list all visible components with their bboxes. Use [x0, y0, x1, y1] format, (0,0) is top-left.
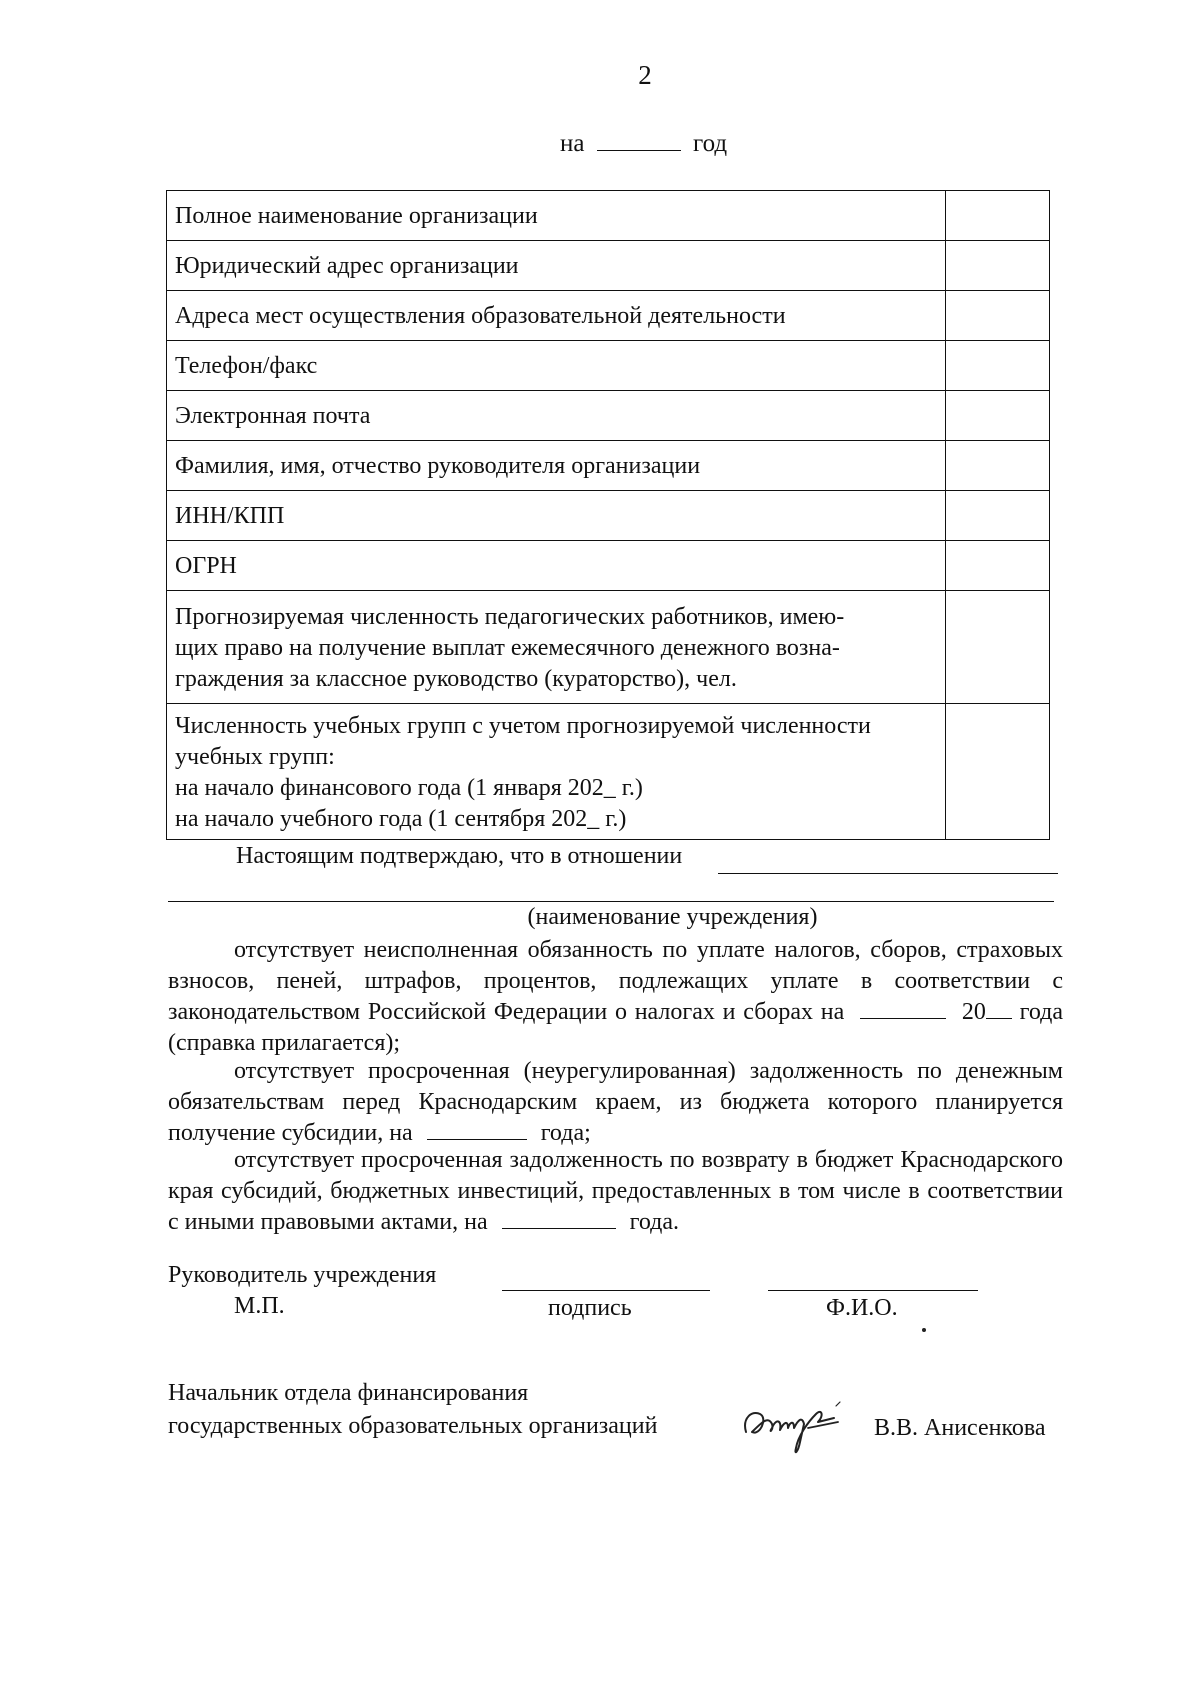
row-label: Фамилия, имя, отчество руководителя организации: [167, 441, 946, 491]
row-label: Юридический адрес организации: [167, 241, 946, 291]
row-label-line: на начало финансового года (1 января 202_ г.): [175, 774, 643, 801]
taxes-tail: года (справка прилагается);: [168, 999, 1064, 1056]
value-cell: [946, 341, 1050, 391]
signature-line: [502, 1290, 710, 1291]
row-label-line: учебных групп:: [175, 743, 335, 770]
year-blank: [597, 149, 681, 151]
value-cell: [946, 291, 1050, 341]
stamp-place-label: М.П.: [234, 1293, 285, 1319]
row-label: ИНН/КПП: [167, 491, 946, 541]
row-label: ОГРН: [167, 541, 946, 591]
year-blank: [986, 1017, 1012, 1019]
official-name: В.В. Анисенкова: [874, 1415, 1046, 1441]
row-label-multiline: [167, 704, 946, 840]
year-prefix: на: [560, 130, 585, 157]
institution-blank-line: [718, 873, 1058, 874]
row-label-multiline: [167, 591, 946, 704]
row-label: Электронная почта: [167, 391, 946, 441]
value-cell: [946, 704, 1050, 840]
head-label: Руководитель учреждения: [168, 1262, 437, 1288]
date-blank: [502, 1227, 616, 1229]
table-row: [167, 241, 1050, 291]
table-row: [167, 341, 1050, 391]
subsidy-tail: года.: [629, 1209, 680, 1235]
date-blank: [860, 1017, 946, 1019]
table-row: [167, 541, 1050, 591]
dot-mark: [922, 1328, 926, 1332]
date-blank: [427, 1138, 527, 1140]
table-row: [167, 704, 1050, 840]
fio-line: [768, 1290, 978, 1291]
value-cell: [946, 241, 1050, 291]
value-cell: [946, 491, 1050, 541]
taxes-text: отсутствует неисполненная обязанность по уплате налогов, сборов, страховых взносов, пеней, штрафов, процентов, подлежащих уплате в соответствии с законодательством Российской Федерации о налогах и сборах на: [168, 937, 1063, 1025]
table-row: [167, 191, 1050, 241]
row-label: Адреса мест осуществления образовательной деятельности: [167, 291, 946, 341]
organization-info-table: [166, 190, 1050, 840]
table-row: [167, 441, 1050, 491]
fio-caption: Ф.И.О.: [826, 1295, 898, 1321]
debt-tail: года;: [540, 1120, 591, 1146]
table-row: [167, 591, 1050, 704]
page-number: 2: [638, 60, 652, 90]
value-cell: [946, 391, 1050, 441]
official-position-line1: Начальник отдела финансирования: [168, 1380, 529, 1406]
debt-paragraph: [168, 1056, 1063, 1149]
confirm-intro: Настоящим подтверждаю, что в отношении: [236, 843, 683, 869]
value-cell: [946, 541, 1050, 591]
table-row: [167, 391, 1050, 441]
row-label-line: Численность учебных групп с учетом прогнозируемой численности: [175, 712, 871, 739]
institution-caption: (наименование учреждения): [527, 904, 818, 930]
year-line: [560, 130, 727, 158]
row-label: Полное наименование организации: [167, 191, 946, 241]
subsidy-text: отсутствует просроченная задолженность по возврату в бюджет Краснодарского края субсидий, бюджетных инвестиций, предоставленных в том числе в соответствии с иными правовыми актами, на: [168, 1147, 1063, 1235]
handwritten-signature: [738, 1392, 848, 1464]
table-row: [167, 491, 1050, 541]
year-text: 20: [961, 999, 986, 1025]
taxes-paragraph: [168, 935, 1063, 1059]
year-suffix: год: [692, 130, 728, 157]
signature-caption: подпись: [548, 1295, 632, 1321]
row-label-line: щих право на получение выплат ежемесячного денежного возна-: [175, 634, 840, 661]
row-label-line: на начало учебного года (1 сентября 202_ г.): [175, 805, 627, 832]
debt-text: отсутствует просроченная (неурегулированная) задолженность по денежным обязательствам перед Краснодарским краем, из бюджета которого планируется получение субсидии, на: [168, 1058, 1063, 1146]
institution-blank-line-2: [168, 901, 1054, 902]
official-position-line2: государственных образовательных организаций: [168, 1413, 658, 1439]
row-label-line: Прогнозируемая численность педагогических работников, имею-: [175, 603, 845, 630]
row-label: Телефон/факс: [167, 341, 946, 391]
value-cell: [946, 191, 1050, 241]
row-label-line: граждения за классное руководство (кураторство), чел.: [175, 665, 737, 692]
value-cell: [946, 591, 1050, 704]
value-cell: [946, 441, 1050, 491]
table-row: [167, 291, 1050, 341]
subsidy-paragraph: [168, 1145, 1063, 1238]
